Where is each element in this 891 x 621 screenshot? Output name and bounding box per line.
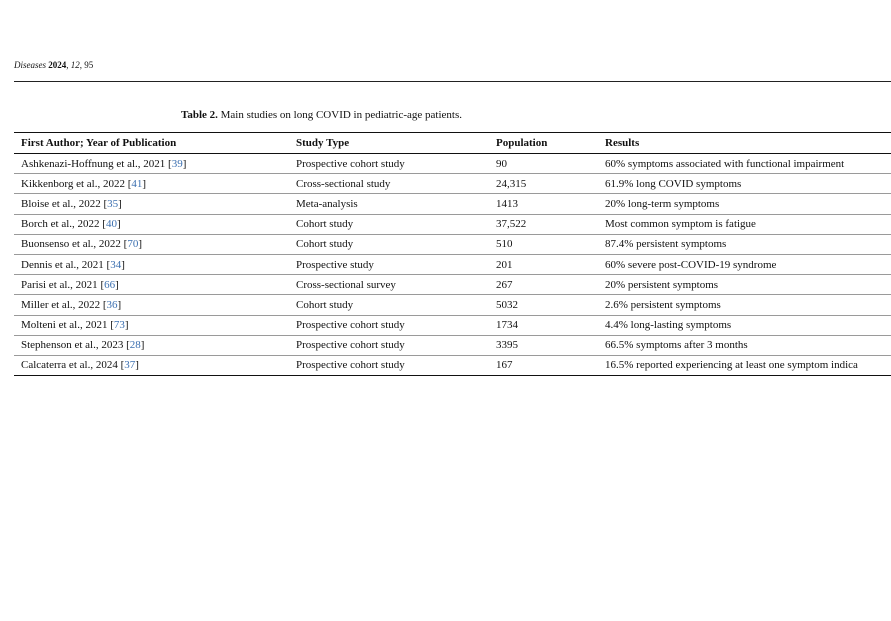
cell-population: 267 — [489, 275, 598, 295]
table-row — [14, 234, 891, 254]
cell-results: Most common symptom is fatigue — [598, 214, 891, 234]
cell-study-type: Prospective cohort study — [289, 335, 489, 355]
author-text: Miller et al., 2022 — [21, 298, 101, 311]
cell-author: Borch et al., 2022 [40] — [14, 214, 289, 234]
cell-author: Buonsenso et al., 2022 [70] — [14, 234, 289, 254]
cell-results: 20% long-term symptoms — [598, 194, 891, 214]
cell-study-type: Cohort study — [289, 234, 489, 254]
cell-results: 4.4% long-lasting symptoms — [598, 315, 891, 335]
running-header: Diseases 2024, 12, 95 — [14, 60, 94, 70]
column-header-study-type: Study Type — [296, 137, 350, 149]
cell-study-type: Cross-sectional survey — [289, 275, 489, 295]
cell-population: 510 — [489, 234, 598, 254]
column-header-results: Results — [605, 137, 640, 149]
table-caption — [181, 109, 462, 121]
journal-volume: 12 — [70, 60, 80, 70]
cell-results: 61.9% long COVID symptoms — [598, 174, 891, 194]
cell-study-type: Cohort study — [289, 214, 489, 234]
cell-results: 60% symptoms associated with functional impairment — [598, 154, 891, 174]
reference-link[interactable]: 28 — [129, 339, 141, 352]
reference-link[interactable]: 36 — [106, 298, 118, 311]
cell-population: 1413 — [489, 194, 598, 214]
cell-population: 3395 — [489, 335, 598, 355]
journal-name: Diseases — [14, 60, 46, 70]
studies-table-wrapper — [14, 132, 891, 376]
journal-page: 95 — [84, 60, 94, 70]
table-row — [14, 335, 891, 355]
table-row — [14, 295, 891, 315]
cell-author: Parisi et al., 2021 [66] — [14, 275, 289, 295]
cell-results: 16.5% reported experiencing at least one symptom indica — [598, 355, 891, 375]
cell-results: 20% persistent symptoms — [598, 275, 891, 295]
reference-link[interactable]: 35 — [107, 197, 119, 210]
table-caption-label: Table 2. — [181, 109, 218, 121]
author-text: Dennis et al., 2021 — [21, 258, 104, 271]
reference-link[interactable]: 70 — [127, 238, 139, 251]
author-text: Borch et al., 2022 — [21, 218, 100, 231]
author-text: Kikkenborg et al., 2022 — [21, 177, 125, 190]
cell-author: Molteni et al., 2021 [73] — [14, 315, 289, 335]
cell-study-type: Meta-analysis — [289, 194, 489, 214]
cell-author: Calcaterra et al., 2024 [37] — [14, 355, 289, 375]
table-row — [14, 154, 891, 174]
cell-author: Dennis et al., 2021 [34] — [14, 254, 289, 274]
table-body — [14, 154, 891, 376]
reference-link[interactable]: 39 — [171, 157, 183, 170]
cell-results: 87.4% persistent symptoms — [598, 234, 891, 254]
cell-population: 90 — [489, 154, 598, 174]
cell-population: 37,522 — [489, 214, 598, 234]
reference-link[interactable]: 73 — [113, 319, 125, 332]
cell-study-type: Prospective cohort study — [289, 315, 489, 335]
reference-link[interactable]: 41 — [131, 177, 143, 190]
cell-population: 24,315 — [489, 174, 598, 194]
header-rule — [14, 81, 891, 82]
cell-population: 167 — [489, 355, 598, 375]
column-header-population: Population — [496, 137, 548, 149]
author-text: Molteni et al., 2021 — [21, 319, 108, 332]
reference-link[interactable]: 66 — [104, 278, 116, 291]
author-text: Ashkenazi-Hoffnung et al., 2021 — [21, 157, 166, 170]
journal-year: 2024 — [48, 60, 67, 70]
reference-link[interactable]: 37 — [124, 359, 136, 372]
cell-author: Stephenson et al., 2023 [28] — [14, 335, 289, 355]
cell-author: Miller et al., 2022 [36] — [14, 295, 289, 315]
cell-population: 1734 — [489, 315, 598, 335]
cell-results: 2.6% persistent symptoms — [598, 295, 891, 315]
author-text: Parisi et al., 2021 — [21, 278, 98, 291]
table-row — [14, 315, 891, 335]
cell-author: Kikkenborg et al., 2022 [41] — [14, 174, 289, 194]
author-text: Bloise et al., 2022 — [21, 197, 101, 210]
author-text: Calcaterra et al., 2024 — [21, 359, 118, 372]
table-row — [14, 355, 891, 375]
table-row — [14, 254, 891, 274]
reference-link[interactable]: 34 — [110, 258, 122, 271]
cell-study-type: Prospective study — [289, 254, 489, 274]
author-text: Stephenson et al., 2023 — [21, 339, 124, 352]
reference-link[interactable]: 40 — [105, 218, 117, 231]
cell-population: 5032 — [489, 295, 598, 315]
column-header-author: First Author; Year of Publication — [21, 137, 177, 149]
table-caption-text: Main studies on long COVID in pediatric-age patients. — [220, 109, 462, 121]
table-header-row — [14, 133, 891, 154]
table-row — [14, 194, 891, 214]
table-row — [14, 174, 891, 194]
cell-author: Bloise et al., 2022 [35] — [14, 194, 289, 214]
cell-study-type: Cross-sectional study — [289, 174, 489, 194]
cell-results: 60% severe post-COVID-19 syndrome — [598, 254, 891, 274]
table-row — [14, 214, 891, 234]
table-row — [14, 275, 891, 295]
author-text: Buonsenso et al., 2022 — [21, 238, 121, 251]
cell-population: 201 — [489, 254, 598, 274]
cell-results: 66.5% symptoms after 3 months — [598, 335, 891, 355]
cell-author: Ashkenazi-Hoffnung et al., 2021 [39] — [14, 154, 289, 174]
cell-study-type: Cohort study — [289, 295, 489, 315]
cell-study-type: Prospective cohort study — [289, 154, 489, 174]
studies-table — [14, 132, 891, 376]
cell-study-type: Prospective cohort study — [289, 355, 489, 375]
